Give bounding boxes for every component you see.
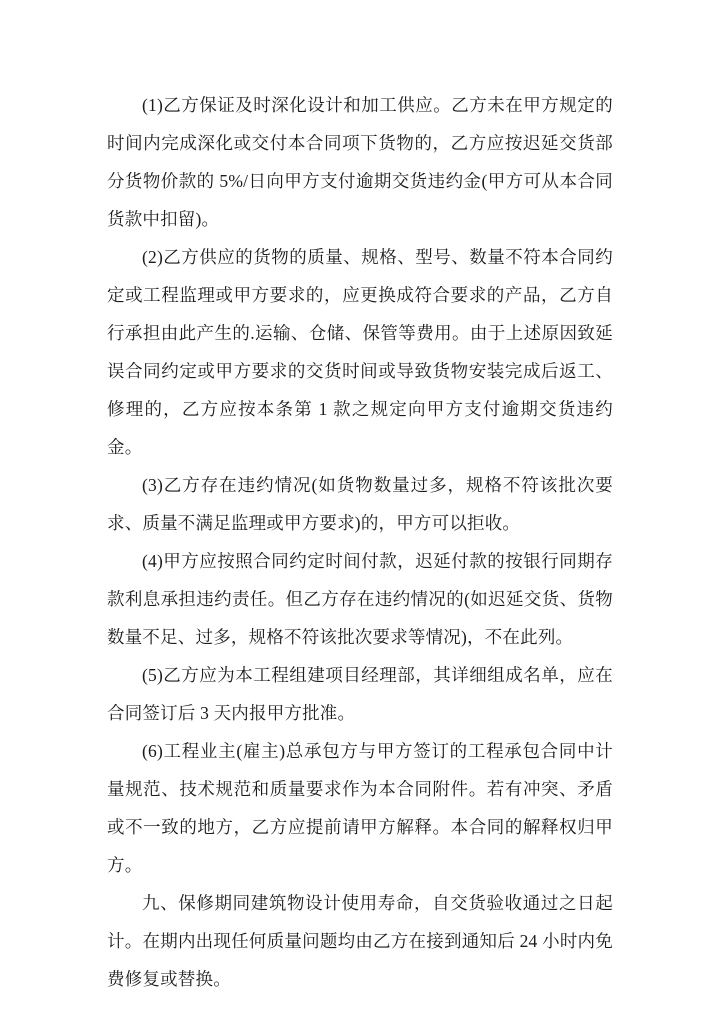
contract-clause-1: (1)乙方保证及时深化设计和加工供应。乙方未在甲方规定的时间内完成深化或交付本合同项下货物的，乙方应按迟延交货部分货物价款的 5%/日向甲方支付逾期交货违约金(甲方可从本合同货款中扣留)。	[107, 95, 613, 229]
contract-clause-3: (3)乙方存在违约情况(如货物数量过多，规格不符该批次要求、质量不满足监理或甲方要求)的，甲方可以拒收。	[107, 475, 613, 533]
contract-clause-5: (5)乙方应为本工程组建项目经理部，其详细组成名单，应在合同签订后 3 天内报甲方批准。	[107, 665, 613, 723]
contract-text-body	[107, 86, 613, 998]
contract-clause-2: (2)乙方供应的货物的质量、规格、型号、数量不符本合同约定或工程监理或甲方要求的，应更换成符合要求的产品，乙方自行承担由此产生的.运输、仓储、保管等费用。由于上述原因致延误合同约定或甲方要求的交货时间或导致货物安装完成后返工、修理的，乙方应按本条第 1 款之规定向甲方支付逾期交货违约金。	[107, 247, 613, 457]
contract-clause-6: (6)工程业主(雇主)总承包方与甲方签订的工程承包合同中计量规范、技术规范和质量要求作为本合同附件。若有冲突、矛盾或不一致的地方，乙方应提前请甲方解释。本合同的解释权归甲方。	[107, 741, 613, 875]
contract-clause-4: (4)甲方应按照合同约定时间付款，迟延付款的按银行同期存款利息承担违约责任。但乙方存在违约情况的(如迟延交货、货物数量不足、过多，规格不符该批次要求等情况)，不在此列。	[107, 551, 613, 647]
contract-section-9: 九、保修期同建筑物设计使用寿命，自交货验收通过之日起计。在期内出现任何质量问题均由乙方在接到通知后 24 小时内免费修复或替换。	[107, 893, 613, 989]
